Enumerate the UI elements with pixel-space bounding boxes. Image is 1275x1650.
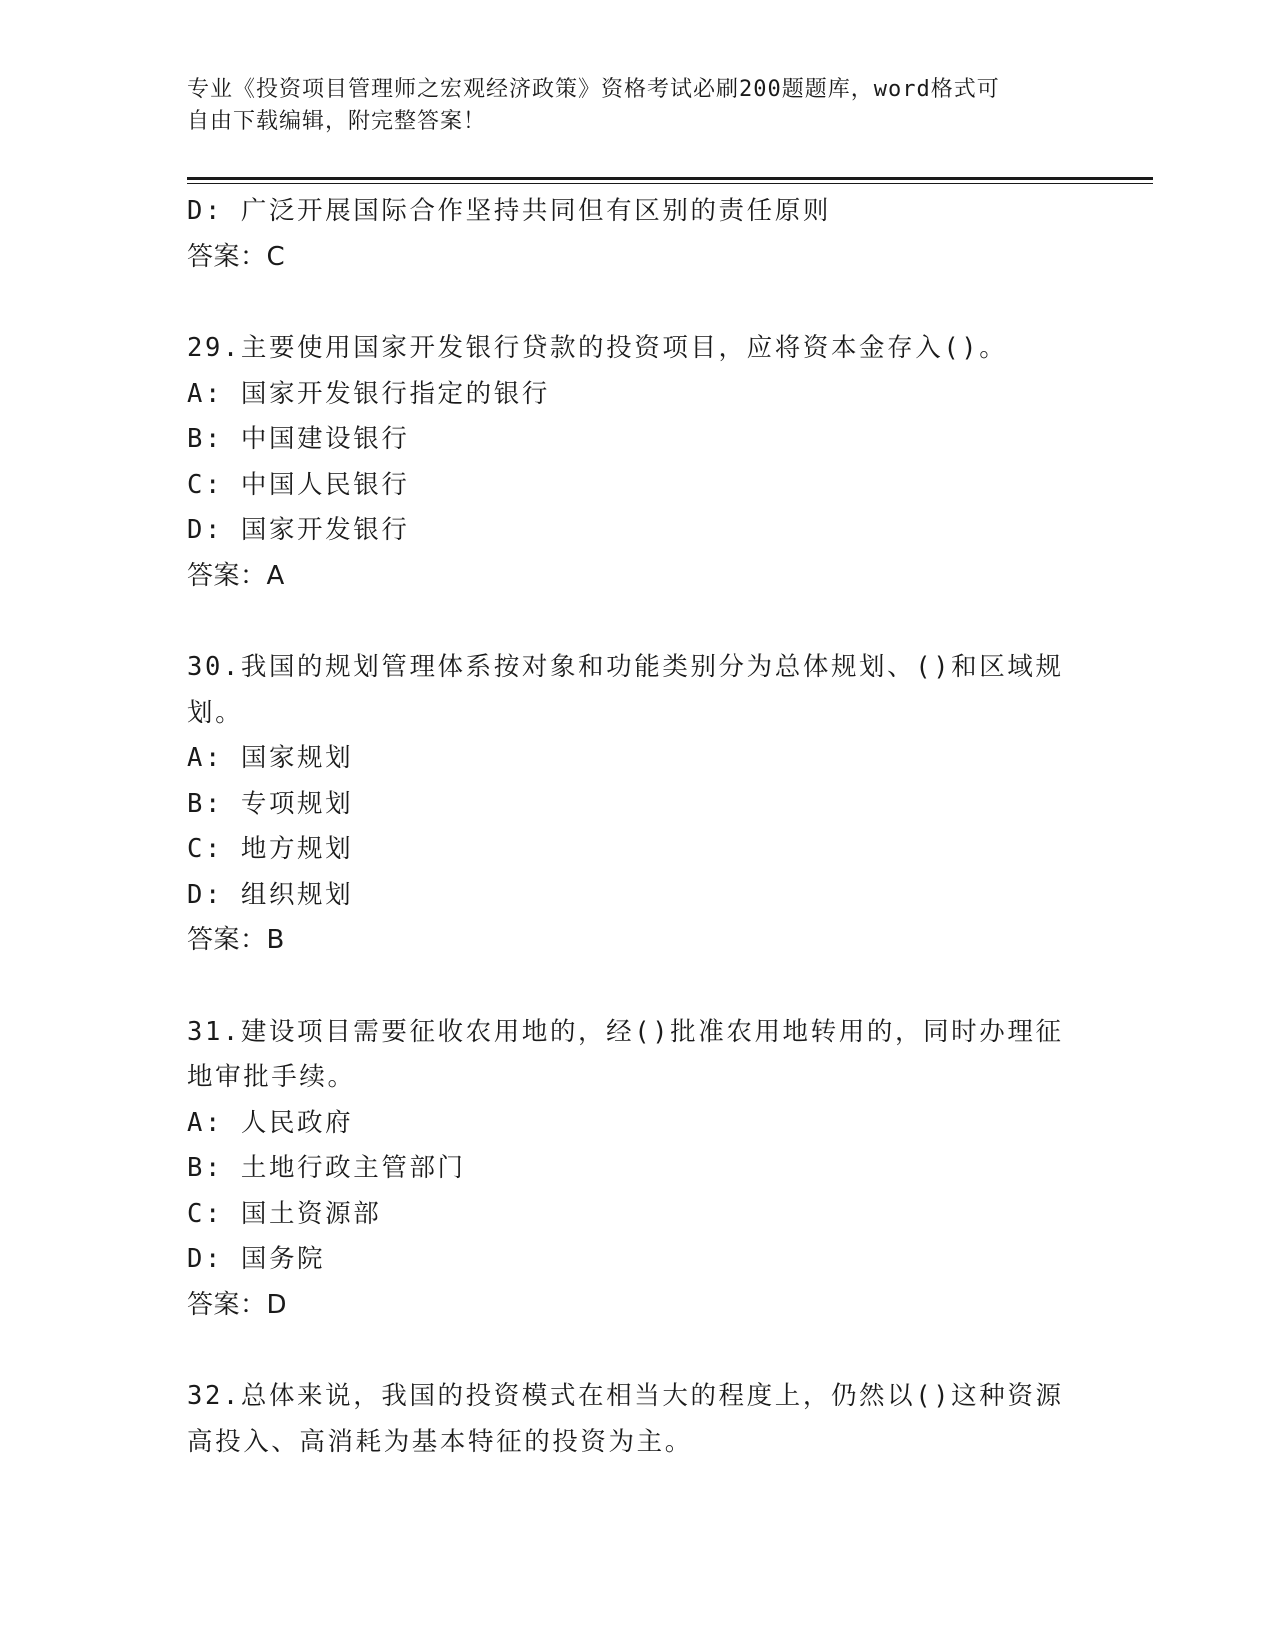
answer-line (187, 918, 1077, 964)
header-divider-thick (187, 177, 1153, 180)
answer-value: C (266, 241, 286, 272)
answer-line (187, 235, 1077, 281)
answer-line (187, 1283, 1077, 1329)
option-a: A: 国家开发银行指定的银行 (187, 378, 550, 409)
question-29-text: 29.主要使用国家开发银行贷款的投资项目，应将资本金存入()。 (187, 333, 1008, 363)
answer-line (187, 554, 1077, 600)
question-31-text: 31.建设项目需要征收农用地的，经()批准农用地转用的，同时办理征地审批手续。 (187, 1016, 1064, 1092)
question-30-text: 30.我国的规划管理体系按对象和功能类别分为总体规划、()和区域规划。 (187, 652, 1064, 728)
option-c: C: 地方规划 (187, 834, 354, 864)
option-d: D: 组织规划 (187, 879, 354, 910)
answer-label: 答案： (187, 560, 267, 591)
option-b: B: 专项规划 (187, 788, 354, 819)
header-line-2: 自由下载编辑，附完整答案！ (187, 109, 487, 134)
question-32-text: 32.总体来说，我国的投资模式在相当大的程度上，仍然以()这种资源高投入、高消耗为基本特征的投资为主。 (187, 1381, 1064, 1457)
answer-value: D (266, 1289, 288, 1320)
option-a: A: 人民政府 (187, 1107, 354, 1138)
option-d: D: 国家开发银行 (187, 515, 410, 545)
header-line-1: 专业《投资项目管理师之宏观经济政策》资格考试必刷200题题库，word格式可 (187, 77, 1000, 102)
document-header (187, 74, 1067, 138)
option-d: D: 广泛开展国际合作坚持共同但有区别的责任原则 (187, 196, 831, 226)
answer-label: 答案： (187, 1289, 267, 1320)
option-c: C: 国土资源部 (187, 1198, 382, 1229)
option-b: B: 中国建设银行 (187, 424, 410, 454)
option-c: C: 中国人民银行 (187, 469, 410, 500)
answer-value: B (266, 925, 285, 955)
option-a: A: 国家规划 (187, 743, 354, 773)
question-list (187, 189, 1077, 1465)
answer-label: 答案： (187, 925, 267, 955)
answer-value: A (266, 560, 285, 591)
option-b: B: 土地行政主管部门 (187, 1153, 466, 1183)
header-divider-thin (187, 183, 1153, 184)
answer-label: 答案： (187, 241, 267, 272)
option-d: D: 国务院 (187, 1244, 326, 1274)
